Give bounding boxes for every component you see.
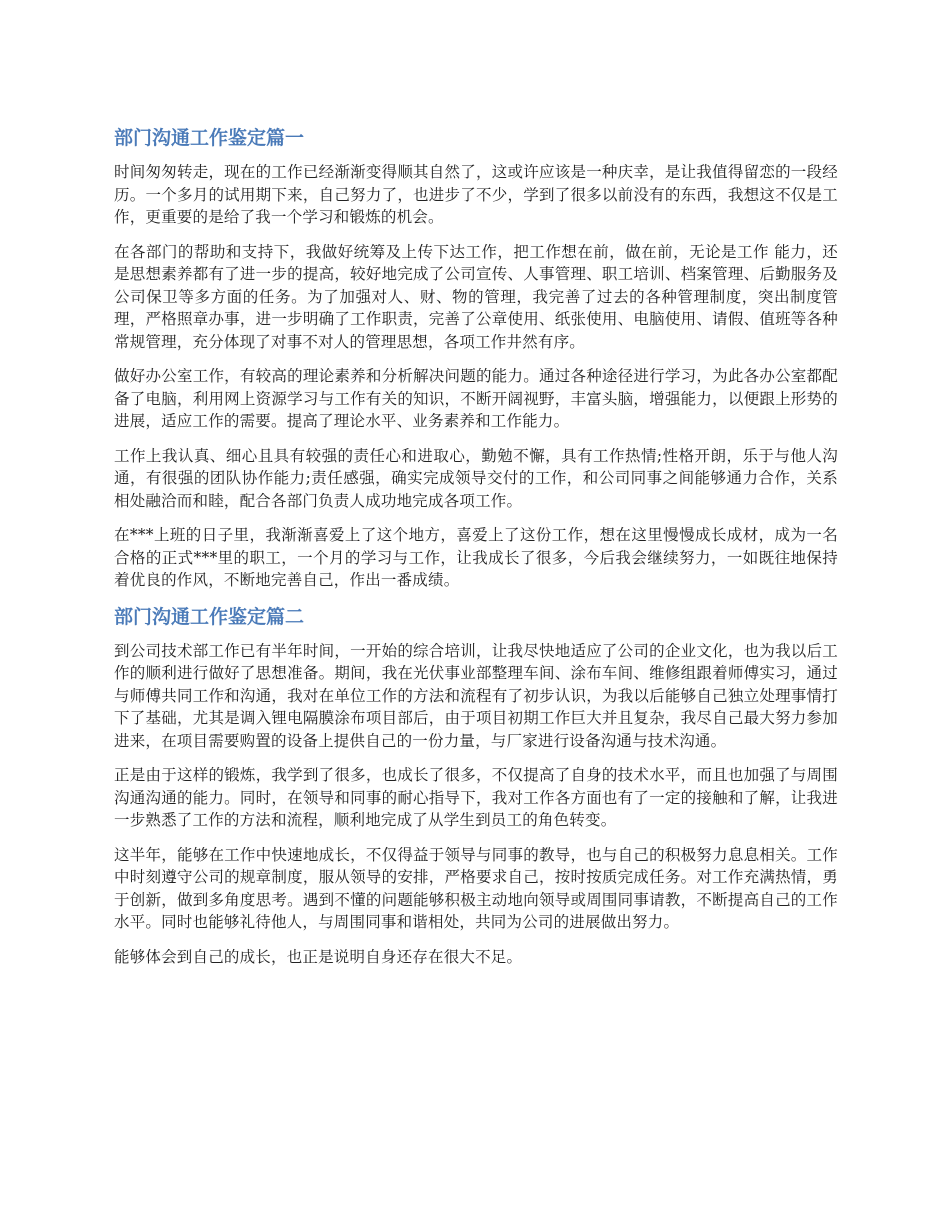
- section-title: 部门沟通工作鉴定篇二: [114, 605, 305, 628]
- paragraph: 时间匆匆转走，现在的工作已经渐渐变得顺其自然了，这或许应该是一种庆幸，是让我值得留恋的一段经历。一个多月的试用期下来，自己努力了，也进步了不少，学到了很多以前没有的东西，我想这不仅是工作，更重要的是给了我一个学习和锻炼的机会。: [114, 163, 838, 226]
- section-one: [114, 125, 838, 592]
- paragraph: 到公司技术部工作已有半年时间，一开始的综合培训，让我尽快地适应了公司的企业文化，也为我以后工作的顺利进行做好了思想准备。期间，我在光伏事业部整理车间、涂布车间、维修组跟着师傅实习，通过与师傅共同工作和沟通，我对在单位工作的方法和流程有了初步认识，为我以后能够自己独立处理事情打下了基础，尤其是调入锂电隔膜涂布项目部后，由于项目初期工作巨大并且复杂，我尽自己最大努力参加进来，在项目需要购置的设备上提供自己的一份力量，与厂家进行设备沟通与技术沟通。: [114, 641, 838, 750]
- paragraph: 正是由于这样的锻炼，我学到了很多，也成长了很多，不仅提高了自身的技术水平，而且也加强了与周围沟通沟通的能力。同时，在领导和同事的耐心指导下，我对工作各方面也有了一定的接触和了解，让我进一步熟悉了工作的方法和流程，顺利地完成了从学生到员工的角色转变。: [114, 766, 838, 829]
- paragraph: 做好办公室工作，有较高的理论素养和分析解决问题的能力。通过各种途径进行学习，为此各办公室都配备了电脑，利用网上资源学习与工作有关的知识，不断开阔视野，丰富头脑，增强能力，以便跟上形势的进展，适应工作的需要。提高了理论水平、业务素养和工作能力。: [114, 367, 838, 430]
- document-page: [114, 125, 838, 980]
- section-title: 部门沟通工作鉴定篇一: [114, 127, 305, 149]
- paragraph: 在***上班的日子里，我渐渐喜爱上了这个地方，喜爱上了这份工作，想在这里慢慢成长成材，成为一名合格的正式***里的职工，一个月的学习与工作，让我成长了很多，今后我会继续努力，一如既往地保持着优良的作风，不断地完善自己，作出一番成绩。: [114, 526, 838, 589]
- section-two: [114, 604, 838, 969]
- paragraph: 工作上我认真、细心且具有较强的责任心和进取心，勤勉不懈，具有工作热情;性格开朗，乐于与他人沟通，有很强的团队协作能力;责任感强，确实完成领导交付的工作，和公司同事之间能够通力合作，关系相处融洽而和睦，配合各部门负责人成功地完成各项工作。: [114, 446, 838, 510]
- paragraph: 能够体会到自己的成长，也正是说明自身还存在很大不足。: [114, 947, 523, 966]
- paragraph: 这半年，能够在工作中快速地成长，不仅得益于领导与同事的教导，也与自己的积极努力息息相关。工作中时刻遵守公司的规章制度，服从领导的安排，严格要求自己，按时按质完成任务。对工作充满热情，勇于创新，做到多角度思考。遇到不懂的问题能够积极主动地向领导或周围同事请教，不断提高自己的工作水平。同时也能够礼待他人，与周围同事和谐相处，共同为公司的进展做出努力。: [114, 845, 838, 931]
- paragraph: 在各部门的帮助和支持下，我做好统筹及上传下达工作，把工作想在前，做在前，无论是工作 能力，还是思想素养都有了进一步的提高，较好地完成了公司宣传、人事管理、职工培训、档案管理、后勤服务及公司保卫等多方面的任务。为了加强对人、财、物的管理，我完善了过去的各种管理制度，突出制度管理，严格照章办事，进一步明确了工作职责，完善了公章使用、纸张使用、电脑使用、请假、值班等各种常规管理，充分体现了对事不对人的管理思想，各项工作井然有序。: [114, 242, 838, 351]
